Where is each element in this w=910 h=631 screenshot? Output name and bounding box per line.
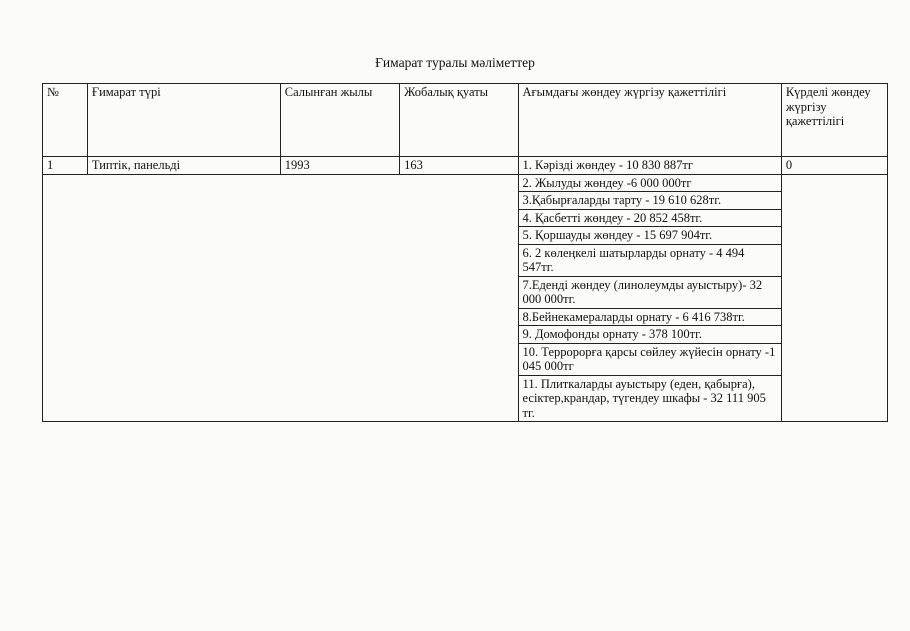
- repair-item-11: 11. Плиткаларды ауыстыру (еден, қабырға), есіктер,крандар, түгендеу шкафы - 32 111 905 тг.: [518, 375, 781, 422]
- cell-year-built: 1993: [280, 157, 399, 175]
- repair-item-5: 5. Қоршауды жөндеу - 15 697 904тг.: [518, 227, 781, 245]
- empty-merged-cell: [43, 174, 519, 422]
- cell-major-repair: 0: [781, 157, 887, 175]
- header-major-repair: Күрделі жөндеу жүргізу қажеттілігі: [781, 84, 887, 157]
- cell-design-capacity: 163: [400, 157, 518, 175]
- header-number: №: [43, 84, 88, 157]
- header-year-built: Салынған жылы: [280, 84, 399, 157]
- header-row: [43, 84, 888, 157]
- repair-item-9: 9. Домофонды орнату - 378 100тг.: [518, 326, 781, 344]
- header-building-type: Ғимарат түрі: [87, 84, 280, 157]
- repair-item-7: 7.Еденді жөндеу (линолеумды ауыстыру)- 32 000 000тг.: [518, 276, 781, 308]
- building-info-table: [42, 83, 888, 422]
- repair-item-6: 6. 2 көлеңкелі шатырларды орнату - 4 494 547тг.: [518, 244, 781, 276]
- document-title: Ғимарат туралы мәліметтер: [375, 55, 535, 70]
- header-current-repair: Ағымдағы жөндеу жүргізу қажеттілігі: [518, 84, 781, 157]
- repair-item-3: 3.Қабырғаларды тарту - 19 610 628тг.: [518, 192, 781, 210]
- repair-item-1: 1. Кәрізді жөндеу - 10 830 887тг: [518, 157, 781, 175]
- repair-item-8: 8.Бейнекамераларды орнату - 6 416 738тг.: [518, 308, 781, 326]
- table-row: [43, 157, 888, 175]
- repair-item-10: 10. Терророрға қарсы сөйлеу жүйесін орнату -1 045 000тг: [518, 343, 781, 375]
- empty-major-repair-cell: [781, 174, 887, 422]
- header-design-capacity: Жобалық қуаты: [400, 84, 518, 157]
- cell-number: 1: [43, 157, 88, 175]
- cell-building-type: Типтік, панельді: [87, 157, 280, 175]
- repair-item-4: 4. Қасбетті жөндеу - 20 852 458тг.: [518, 209, 781, 227]
- repair-row: [43, 174, 888, 192]
- repair-item-2: 2. Жылуды жөндеу -6 000 000тг: [518, 174, 781, 192]
